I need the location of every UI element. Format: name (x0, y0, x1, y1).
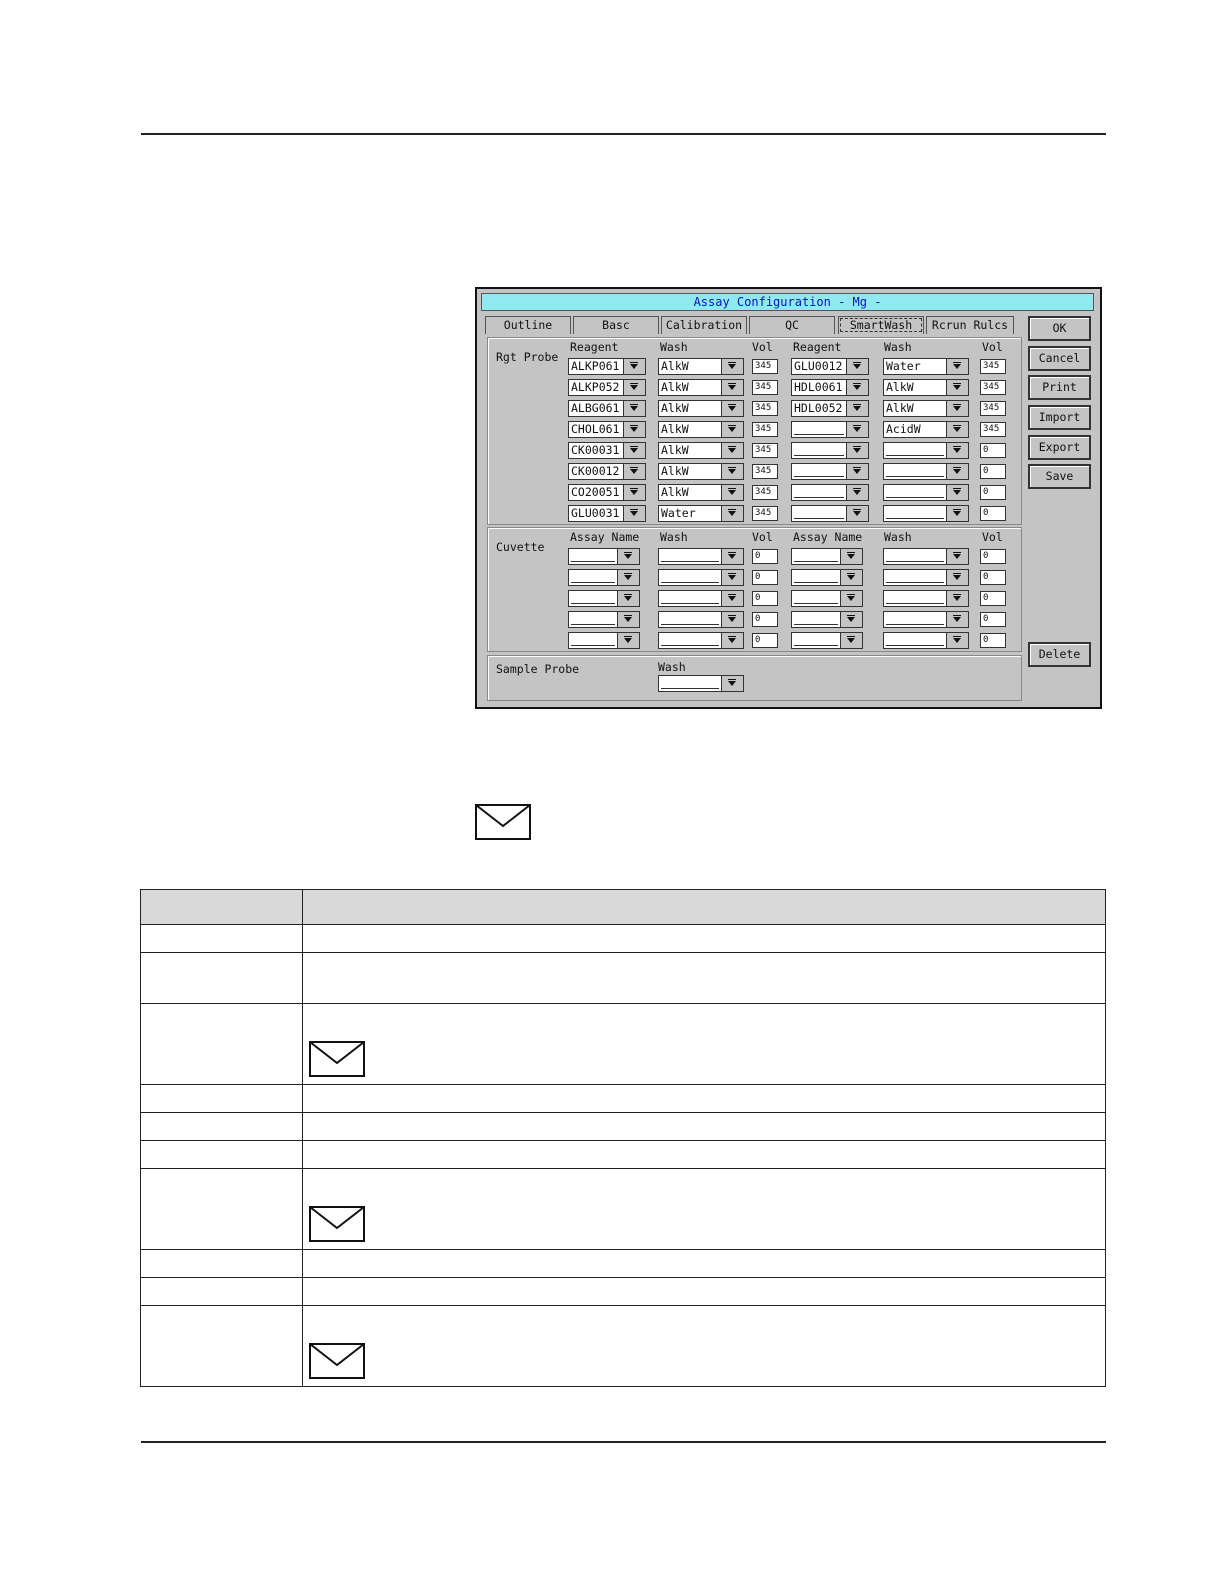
reagent-header-2: Reagent (793, 340, 842, 354)
wash-dropdown[interactable] (883, 463, 969, 480)
wash-dropdown-value: AlkW (661, 422, 689, 436)
cancel-button[interactable]: Cancel (1028, 346, 1091, 371)
reagent-dropdown[interactable] (791, 505, 869, 522)
ok-button[interactable]: OK (1028, 316, 1091, 341)
top-rule (141, 133, 1106, 135)
assay-name-header-2: Assay Name (793, 530, 863, 544)
envelope-note-icon (475, 804, 531, 840)
cuvette-wash-dropdown[interactable] (658, 569, 744, 586)
cuvette-vol-field[interactable]: 0 (980, 633, 1006, 648)
vol-header-1: Vol (752, 340, 773, 354)
chevron-down-icon[interactable] (623, 359, 645, 374)
vol-field[interactable]: 345 (752, 422, 778, 437)
cuvette-wash-dropdown[interactable] (883, 632, 969, 649)
vol-field[interactable]: 345 (752, 485, 778, 500)
wash-dropdown-value: AlkW (886, 380, 914, 394)
chevron-down-icon[interactable] (623, 464, 645, 479)
reagent-dropdown-value: ALKP052 (571, 380, 620, 394)
wash-dropdown-value: AcidW (886, 422, 921, 436)
cuvette-wash-header-1: Wash (660, 530, 688, 544)
wash-header-1: Wash (660, 340, 688, 354)
chevron-down-icon[interactable] (946, 422, 968, 437)
cuvette-wash-dropdown[interactable] (883, 611, 969, 628)
vol-field[interactable]: 345 (980, 422, 1006, 437)
assay-name-dropdown[interactable] (568, 548, 640, 565)
wash-dropdown-value: AlkW (661, 380, 689, 394)
chevron-down-icon[interactable] (617, 591, 639, 606)
chevron-down-icon[interactable] (617, 612, 639, 627)
chevron-down-icon[interactable] (623, 422, 645, 437)
envelope-note-icon (309, 1206, 365, 1242)
tab-calibration[interactable]: Calibration (661, 316, 747, 334)
chevron-down-icon[interactable] (846, 443, 868, 458)
wash-dropdown[interactable] (658, 484, 744, 501)
chevron-down-icon[interactable] (840, 549, 862, 564)
wash-dropdown[interactable] (883, 442, 969, 459)
reagent-dropdown[interactable] (568, 421, 646, 438)
vol-field[interactable]: 345 (752, 464, 778, 479)
sample-probe-wash-dropdown[interactable] (658, 675, 744, 692)
assay-name-dropdown[interactable] (568, 632, 640, 649)
reagent-dropdown-value: CK00031 (571, 443, 620, 457)
dialog-title: Assay Configuration - Mg - (481, 293, 1094, 311)
vol-field[interactable]: 345 (752, 380, 778, 395)
chevron-down-icon[interactable] (946, 591, 968, 606)
assay-name-dropdown[interactable] (791, 548, 863, 565)
cuvette-wash-dropdown[interactable] (658, 590, 744, 607)
wash-dropdown[interactable] (883, 421, 969, 438)
cuvette-wash-dropdown[interactable] (658, 548, 744, 565)
sample-probe-wash-header: Wash (658, 660, 686, 674)
assay-name-dropdown[interactable] (568, 611, 640, 628)
tab-qc[interactable]: QC (749, 316, 835, 334)
chevron-down-icon[interactable] (946, 506, 968, 521)
assay-name-dropdown[interactable] (568, 569, 640, 586)
reagent-header-1: Reagent (570, 340, 619, 354)
chevron-down-icon[interactable] (846, 485, 868, 500)
wash-dropdown[interactable] (658, 463, 744, 480)
cuvette-wash-dropdown[interactable] (658, 611, 744, 628)
bottom-rule (141, 1441, 1106, 1443)
sample-probe-label: Sample Probe (496, 662, 580, 676)
reagent-dropdown-value: CK00012 (571, 464, 620, 478)
assay-configuration-dialog (475, 287, 1102, 709)
chevron-down-icon[interactable] (840, 612, 862, 627)
chevron-down-icon[interactable] (617, 570, 639, 585)
chevron-down-icon[interactable] (721, 401, 743, 416)
chevron-down-icon[interactable] (840, 633, 862, 648)
reagent-dropdown-value: HDL0061 (794, 380, 843, 394)
chevron-down-icon[interactable] (721, 464, 743, 479)
chevron-down-icon[interactable] (617, 633, 639, 648)
cuvette-label: Cuvette (496, 540, 545, 554)
chevron-down-icon[interactable] (623, 401, 645, 416)
save-button[interactable]: Save (1028, 464, 1091, 489)
vol-field[interactable]: 345 (980, 359, 1006, 374)
chevron-down-icon[interactable] (721, 506, 743, 521)
reagent-dropdown[interactable] (791, 400, 869, 417)
assay-name-dropdown[interactable] (791, 632, 863, 649)
table-row (141, 1250, 1106, 1278)
chevron-down-icon[interactable] (946, 570, 968, 585)
reagent-dropdown[interactable] (791, 484, 869, 501)
cuvette-wash-dropdown[interactable] (883, 569, 969, 586)
wash-dropdown-value: AlkW (661, 464, 689, 478)
import-button[interactable]: Import (1028, 405, 1091, 430)
reagent-dropdown[interactable] (568, 505, 646, 522)
chevron-down-icon[interactable] (623, 485, 645, 500)
wash-dropdown-value: AlkW (661, 401, 689, 415)
reagent-dropdown-value: ALBG061 (571, 401, 620, 415)
wash-dropdown-value: AlkW (661, 443, 689, 457)
table-row (141, 1085, 1106, 1113)
cuvette-vol-field[interactable]: 0 (752, 549, 778, 564)
reagent-dropdown[interactable] (568, 442, 646, 459)
chevron-down-icon[interactable] (846, 380, 868, 395)
chevron-down-icon[interactable] (721, 422, 743, 437)
chevron-down-icon[interactable] (846, 422, 868, 437)
reagent-dropdown[interactable] (568, 400, 646, 417)
table-row (141, 925, 1106, 953)
chevron-down-icon[interactable] (846, 401, 868, 416)
cuvette-vol-header-1: Vol (752, 530, 773, 544)
tab-rerun-rules[interactable]: Rcrun Rulcs (926, 316, 1014, 334)
reagent-dropdown[interactable] (791, 442, 869, 459)
vol-field[interactable]: 345 (980, 380, 1006, 395)
reagent-dropdown[interactable] (791, 379, 869, 396)
chevron-down-icon[interactable] (840, 591, 862, 606)
cuvette-vol-header-2: Vol (982, 530, 1003, 544)
chevron-down-icon[interactable] (946, 633, 968, 648)
cuvette-vol-field[interactable]: 0 (752, 612, 778, 627)
assay-name-header-1: Assay Name (570, 530, 640, 544)
chevron-down-icon[interactable] (840, 570, 862, 585)
sample-probe-panel (487, 655, 1022, 701)
print-button[interactable]: Print (1028, 375, 1091, 400)
reagent-dropdown[interactable] (791, 358, 869, 375)
cuvette-vol-field[interactable]: 0 (752, 591, 778, 606)
wash-dropdown[interactable] (658, 379, 744, 396)
wash-dropdown-value: AlkW (661, 359, 689, 373)
chevron-down-icon[interactable] (721, 676, 743, 691)
envelope-note-icon (309, 1343, 365, 1379)
chevron-down-icon[interactable] (846, 506, 868, 521)
assay-name-dropdown[interactable] (791, 611, 863, 628)
chevron-down-icon[interactable] (721, 570, 743, 585)
tab-outline[interactable]: Outline (485, 316, 571, 334)
chevron-down-icon[interactable] (617, 549, 639, 564)
cuvette-vol-field[interactable]: 0 (980, 591, 1006, 606)
cuvette-vol-field[interactable]: 0 (752, 570, 778, 585)
reagent-dropdown[interactable] (568, 484, 646, 501)
reagent-dropdown[interactable] (568, 379, 646, 396)
cuvette-wash-header-2: Wash (884, 530, 912, 544)
chevron-down-icon[interactable] (946, 485, 968, 500)
chevron-down-icon[interactable] (721, 591, 743, 606)
chevron-down-icon[interactable] (721, 612, 743, 627)
vol-field[interactable]: 345 (752, 359, 778, 374)
wash-dropdown[interactable] (883, 505, 969, 522)
wash-dropdown-value: Water (886, 359, 921, 373)
table-row (141, 1306, 1106, 1387)
cuvette-panel (487, 527, 1022, 652)
chevron-down-icon[interactable] (721, 359, 743, 374)
wash-dropdown[interactable] (883, 484, 969, 501)
wash-dropdown[interactable] (658, 400, 744, 417)
vol-field[interactable]: 0 (980, 464, 1006, 479)
chevron-down-icon[interactable] (623, 380, 645, 395)
export-button[interactable]: Export (1028, 435, 1091, 460)
cuvette-wash-dropdown[interactable] (658, 632, 744, 649)
tab-smartwash[interactable]: SmartWash (838, 316, 924, 334)
chevron-down-icon[interactable] (623, 506, 645, 521)
wash-dropdown-value: AlkW (886, 401, 914, 415)
chevron-down-icon[interactable] (721, 633, 743, 648)
reagent-dropdown[interactable] (791, 421, 869, 438)
reagent-dropdown-value: ALKP061 (571, 359, 620, 373)
assay-name-dropdown[interactable] (791, 569, 863, 586)
vol-field[interactable]: 345 (752, 401, 778, 416)
wash-dropdown[interactable] (658, 442, 744, 459)
table-row (141, 1278, 1106, 1306)
chevron-down-icon[interactable] (846, 464, 868, 479)
wash-dropdown-value: AlkW (661, 485, 689, 499)
table-row (141, 1169, 1106, 1250)
wash-header-2: Wash (884, 340, 912, 354)
cuvette-vol-field[interactable]: 0 (980, 612, 1006, 627)
vol-header-2: Vol (982, 340, 1003, 354)
reagent-dropdown-value: GLU0012 (794, 359, 843, 373)
table-row (141, 1113, 1106, 1141)
chevron-down-icon[interactable] (946, 380, 968, 395)
vol-field[interactable]: 0 (980, 485, 1006, 500)
reagent-dropdown[interactable] (568, 358, 646, 375)
vol-field[interactable]: 0 (980, 443, 1006, 458)
vol-field[interactable]: 345 (752, 506, 778, 521)
chevron-down-icon[interactable] (946, 359, 968, 374)
chevron-down-icon[interactable] (946, 612, 968, 627)
rgt-probe-label: Rgt Probe (496, 350, 559, 364)
reagent-dropdown[interactable] (568, 463, 646, 480)
wash-dropdown[interactable] (658, 505, 744, 522)
wash-dropdown[interactable] (883, 379, 969, 396)
cuvette-wash-dropdown[interactable] (883, 590, 969, 607)
cuvette-vol-field[interactable]: 0 (752, 633, 778, 648)
chevron-down-icon[interactable] (721, 549, 743, 564)
wash-dropdown-value: Water (661, 506, 696, 520)
reagent-dropdown-value: GLU0031 (571, 506, 620, 520)
reagent-dropdown-value: CO20051 (571, 485, 620, 499)
wash-dropdown[interactable] (883, 400, 969, 417)
chevron-down-icon[interactable] (946, 549, 968, 564)
chevron-down-icon[interactable] (946, 464, 968, 479)
reagent-dropdown[interactable] (791, 463, 869, 480)
description-table (140, 889, 1106, 1387)
cuvette-vol-field[interactable]: 0 (980, 549, 1006, 564)
envelope-note-icon (309, 1041, 365, 1077)
assay-name-dropdown[interactable] (568, 590, 640, 607)
table-row (141, 1141, 1106, 1169)
chevron-down-icon[interactable] (721, 380, 743, 395)
chevron-down-icon[interactable] (721, 443, 743, 458)
chevron-down-icon[interactable] (846, 359, 868, 374)
vol-field[interactable]: 0 (980, 506, 1006, 521)
wash-dropdown[interactable] (658, 421, 744, 438)
table-row (141, 1004, 1106, 1085)
table-header-row (141, 890, 1106, 925)
table-row (141, 953, 1106, 1004)
chevron-down-icon[interactable] (721, 485, 743, 500)
vol-field[interactable]: 345 (980, 401, 1006, 416)
reagent-dropdown-value: HDL0052 (794, 401, 843, 415)
vol-field[interactable]: 345 (752, 443, 778, 458)
delete-button[interactable]: Delete (1028, 642, 1091, 667)
assay-name-dropdown[interactable] (791, 590, 863, 607)
wash-dropdown[interactable] (658, 358, 744, 375)
chevron-down-icon[interactable] (623, 443, 645, 458)
wash-dropdown[interactable] (883, 358, 969, 375)
rgt-probe-panel (487, 337, 1022, 525)
reagent-dropdown-value: CHOL061 (571, 422, 620, 436)
cuvette-wash-dropdown[interactable] (883, 548, 969, 565)
chevron-down-icon[interactable] (946, 443, 968, 458)
cuvette-vol-field[interactable]: 0 (980, 570, 1006, 585)
chevron-down-icon[interactable] (946, 401, 968, 416)
tab-basc[interactable]: Basc (573, 316, 659, 334)
